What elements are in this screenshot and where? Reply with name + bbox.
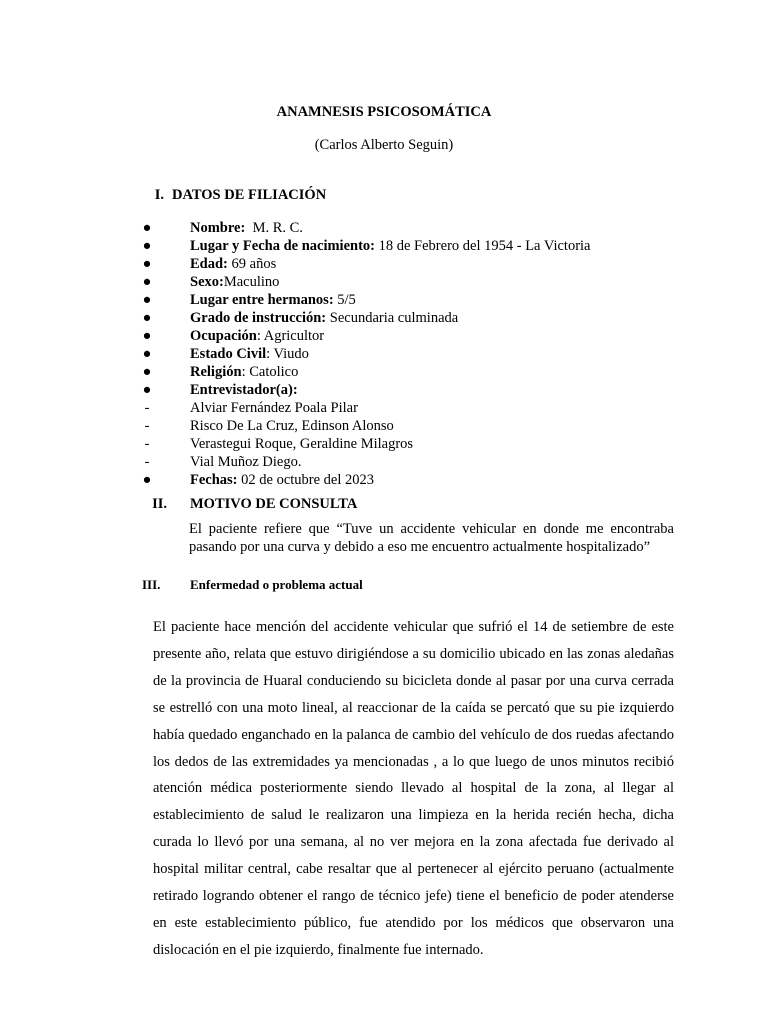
list-item-interviewer [0, 435, 768, 453]
bullet-icon: ● [142, 346, 152, 362]
field-label: Fechas: [190, 472, 238, 488]
list-item-nacimiento [0, 237, 768, 255]
section-title: DATOS DE FILIACIÓN [172, 187, 327, 203]
list-item-religion [0, 363, 768, 381]
paragraph-text: El paciente refiere que “Tuve un accidente vehicular en donde me encontraba pasando por una curva y debido a eso me encuentro actualmente hospitalizado” [189, 521, 674, 555]
list-item-edad [0, 255, 768, 273]
field-label: Edad: [190, 256, 228, 272]
paragraph-text: El paciente hace mención del accidente vehicular que sufrió el 14 de setiembre de este presente año, relata que estuvo dirigiéndose a su domicilio ubicado en las zonas aledañas de la provincia de Huaral conduciendo su bicicleta donde al pasar por una curva cerrada se estrelló con una moto lineal, al reaccionar de la caída se percató que su pie izquierdo había quedado enganchado en la palanca de cambio del vehículo de dos ruedas afectando los dedos de las extremidades ya mencionadas , a lo que luego de unos minutos recibió atención médica posteriormente siendo llevado al hospital de la zona, al llegar al establecimiento de salud le realizaron una limpieza en la herida recién hecha, dicha curada lo llevó por una semana, al no ver mejora en la zona afectada fue derivado al hospital militar central, cabe resaltar que al pertenecer al ejército peruano (actualmente retirado logrando obtener el rango de técnico jefe) tiene el beneficio de poder atenderse en este establecimiento público, fue atendido por los médicos que observaron una dislocación en el pie izquierdo, finalmente fue internado. [153, 619, 674, 958]
enfermedad-paragraph [153, 614, 674, 964]
section-number: III. [142, 577, 161, 592]
list-item-nombre [0, 219, 768, 237]
list-item-entrevistador [0, 381, 768, 399]
bullet-icon: ● [142, 472, 152, 488]
field-value: 69 años [227, 256, 277, 272]
field-value: : Catolico [241, 364, 299, 380]
bullet-icon: ● [142, 220, 152, 236]
list-item-instruccion [0, 309, 768, 327]
bullet-icon: ● [142, 274, 152, 290]
list-item-interviewer [0, 417, 768, 435]
dash-icon: - [144, 400, 150, 416]
field-value: Maculino [223, 274, 280, 290]
list-item-fechas [0, 471, 768, 489]
field-value: Secundaria culminada [326, 310, 459, 326]
field-label: Lugar entre hermanos: [190, 292, 334, 308]
interviewer-name: Risco De La Cruz, Edinson Alonso [190, 418, 394, 434]
bullet-icon: ● [142, 364, 152, 380]
section-title: Enfermedad o problema actual [190, 577, 363, 592]
section-number: II. [152, 496, 167, 512]
field-label: Ocupación [190, 328, 257, 344]
field-label: Grado de instrucción: [190, 310, 327, 326]
field-label: Entrevistador(a): [190, 382, 298, 398]
bullet-icon: ● [142, 292, 152, 308]
filiation-list [0, 219, 768, 489]
list-item-sexo [0, 273, 768, 291]
field-value: M. R. C. [245, 220, 303, 236]
section-title: MOTIVO DE CONSULTA [190, 496, 358, 512]
field-value: : Agricultor [256, 328, 325, 344]
bullet-icon: ● [142, 256, 152, 272]
list-item-interviewer [0, 399, 768, 417]
bullet-icon: ● [142, 238, 152, 254]
section-number: I. [154, 187, 164, 203]
field-label: Sexo: [190, 274, 224, 290]
field-value: 5/5 [333, 292, 356, 308]
bullet-icon: ● [142, 328, 152, 344]
field-label: Nombre: [190, 220, 246, 236]
document-title: ANAMNESIS PSICOSOMÁTICA [276, 104, 492, 120]
interviewer-name: Verastegui Roque, Geraldine Milagros [190, 436, 414, 452]
list-item-ocupacion [0, 327, 768, 345]
dash-icon: - [144, 436, 150, 452]
field-value: : Viudo [266, 346, 309, 362]
dash-icon: - [144, 454, 150, 470]
field-label: Lugar y Fecha de nacimiento: [190, 238, 375, 254]
list-item-hermanos [0, 291, 768, 309]
interviewer-name: Alviar Fernández Poala Pilar [190, 400, 358, 416]
document-subtitle: (Carlos Alberto Seguin) [314, 137, 454, 153]
field-label: Religión [190, 364, 242, 380]
bullet-icon: ● [142, 310, 152, 326]
motivo-paragraph [189, 520, 674, 556]
interviewer-name: Vial Muñoz Diego. [190, 454, 302, 470]
dash-icon: - [144, 418, 150, 434]
field-value: 18 de Febrero del 1954 - La Victoria [375, 238, 591, 254]
list-item-estado-civil [0, 345, 768, 363]
field-label: Estado Civil [190, 346, 267, 362]
field-value: 02 de octubre del 2023 [237, 472, 375, 488]
list-item-interviewer [0, 453, 768, 471]
bullet-icon: ● [142, 382, 152, 398]
